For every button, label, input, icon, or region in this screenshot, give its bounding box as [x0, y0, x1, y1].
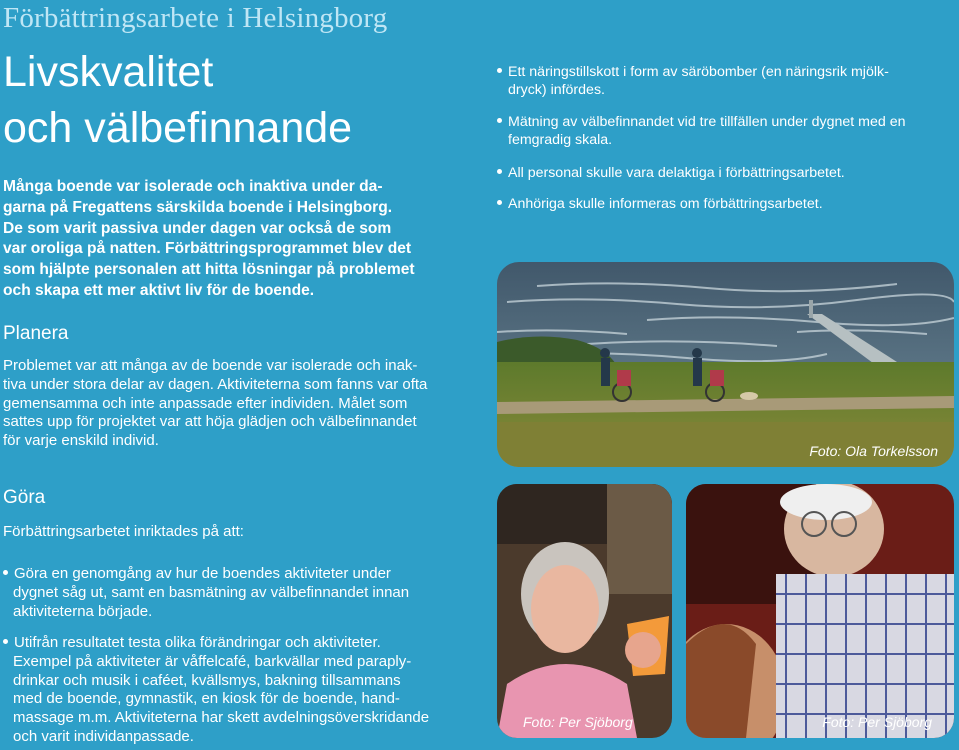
planera-line: Problemet var att många av de boende var isolerade och inak- [3, 357, 418, 374]
woman-photo-caption: Foto: Per Sjöborg [523, 714, 633, 730]
intro-paragraph [3, 177, 463, 302]
intro-line: som hjälpte personalen att hitta lösningar på problemet [3, 261, 415, 279]
planera-line: gemensamma och inte anpassade efter individen. Målet som [3, 394, 408, 412]
planera-line: sattes upp för projektet var att höja glädjen och välbefinnandet [3, 413, 417, 431]
right-bullet-item: Anhöriga skulle informeras om förbättringsarbetet. [497, 195, 959, 213]
planera-paragraph [3, 357, 427, 451]
right-bullet-list [497, 63, 957, 223]
gora-heading: Göra [3, 487, 46, 508]
bullet-icon [497, 200, 502, 205]
intro-line: De som varit passiva under dagen var också de som [3, 219, 392, 237]
gora-list-item: Göra en genomgång av hur de boendes aktiviteter under dygnet såg ut, samt en basmätning av välbefinnandet innan aktiviteterna började. [3, 565, 409, 621]
bullet-icon [497, 68, 502, 73]
woman-photo [497, 484, 672, 738]
right-bullet-item: All personal skulle vara delaktiga i förbättringsarbetet. [497, 164, 959, 182]
headline-line-2: och välbefinnande [3, 104, 353, 152]
planera-heading: Planera [3, 323, 69, 344]
bullet-icon [497, 169, 502, 174]
planera-line: för varje enskild individ. [3, 432, 159, 450]
gora-lead: Förbättringsarbetet inriktades på att: [3, 523, 244, 540]
intro-line: var oroliga på natten. Förbättringsprogrammet blev det [3, 240, 412, 258]
bullet-icon [497, 118, 502, 123]
man-photo-caption: Foto: Per Sjöborg [822, 714, 932, 730]
bullet-icon [3, 570, 8, 575]
beach-photo-caption: Foto: Ola Torkelsson [809, 443, 938, 459]
gora-list-item: Utifrån resultatet testa olika förändringar och aktiviteter. Exempel på aktiviteter är våffelcafé, barkvällar med paraply- drinkar och musik i caféet, kvällsmys, bakning tillsammans med de boende, gymnastik, en kiosk för de boende, hand- massage m.m. Aktiviteterna har skett avdelningsöverskridande och varit individanpassade. [3, 634, 429, 747]
header-title: Förbättringsarbete i Helsingborg [3, 2, 388, 34]
man-photo [686, 484, 954, 738]
intro-line: Många boende var isolerade och inaktiva under da- [3, 178, 383, 195]
gora-list [3, 565, 473, 745]
intro-line: garna på Fregattens särskilda boende i Helsingborg. [3, 198, 393, 216]
right-bullet-item: Ett näringstillskott i form av säröbomber (en näringsrik mjölk- dryck) infördes. [497, 63, 959, 99]
intro-line: och skapa ett mer aktivt liv för de boende. [3, 281, 315, 299]
right-bullet-item: Mätning av välbefinnandet vid tre tillfällen under dygnet med en femgradig skala. [497, 113, 959, 149]
bullet-icon [3, 639, 8, 644]
headline-line-1: Livskvalitet [3, 48, 214, 96]
beach-photo [497, 262, 954, 467]
planera-line: tiva under stora delar av dagen. Aktiviteterna som fanns var ofta [3, 375, 428, 393]
